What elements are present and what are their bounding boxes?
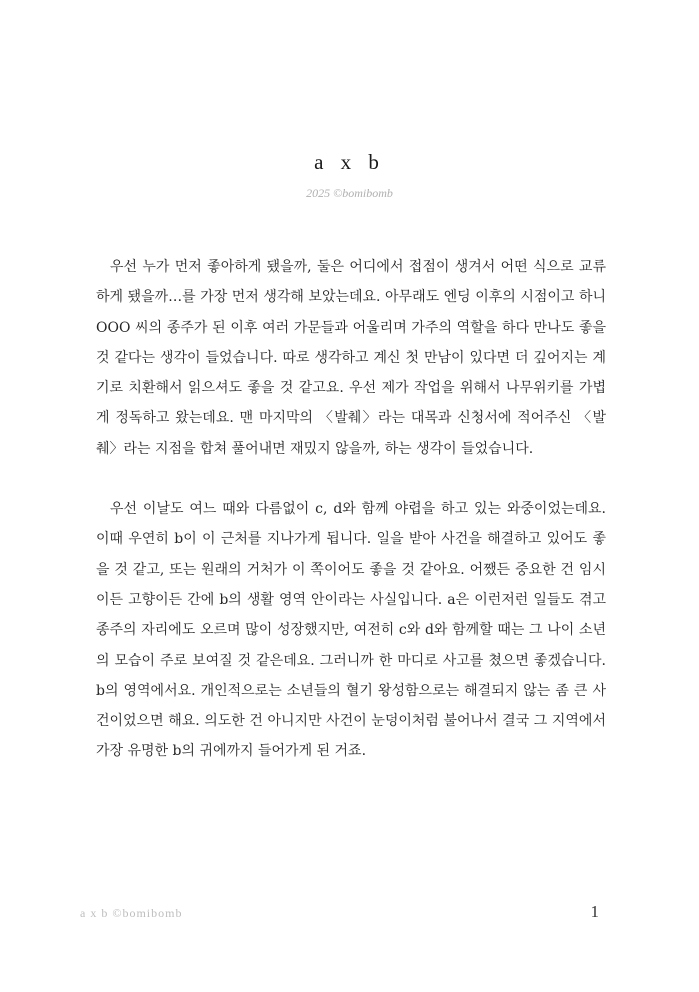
- paragraph-1: 우선 누가 먼저 좋아하게 됐을까, 둘은 어디에서 접점이 생겨서 어떤 식으로 교류하게 됐을까…를 가장 먼저 생각해 보았는데요. 아무래도 엔딩 이후의 시점이고 하니 OOO 씨의 종주가 된 이후 여러 가문들과 어울리며 가주의 역할을 하다 만나도 좋을 것 같다는 생각이 들었습니다. 따로 생각하고 계신 첫 만남이 있다면 더 깊어지는 계기로 치환해서 읽으셔도 좋을 것 같고요. 우선 제가 작업을 위해서 나무위키를 가볍게 정독하고 왔는데요. 맨 마지막의 〈발췌〉라는 대목과 신청서에 적어주신 〈발췌〉라는 지점을 합쳐 풀어내면 재밌지 않을까, 하는 생각이 들었습니다.: [96, 259, 606, 457]
- footer-copyright: a x b ©bomibomb: [80, 906, 183, 920]
- page-subtitle: 2025 ©bomibomb: [306, 186, 393, 200]
- page-title: a x b: [314, 150, 385, 174]
- body-text: [96, 252, 606, 767]
- page-number: 1: [590, 902, 599, 921]
- paragraph-2: 우선 이날도 여느 때와 다름없이 c, d와 함께 야렵을 하고 있는 와중이었는데요. 이때 우연히 b이 이 근처를 지나가게 됩니다. 일을 받아 사건을 해결하고 있어도 좋을 것 같고, 또는 원래의 거처가 이 쪽이어도 좋을 것 같아요. 어쨌든 중요한 건 임시이든 고향이든 간에 b의 생활 영역 안이라는 사실입니다. a은 이런저런 일들도 겪고 종주의 자리에도 오르며 많이 성장했지만, 여전히 c와 d와 함께할 때는 그 나이 소년의 모습이 주로 보여질 것 같은데요. 그러니까 한 마디로 사고를 쳤으면 좋겠습니다. b의 영역에서요. 개인적으로는 소년들의 혈기 왕성함으로는 해결되지 않는 좀 큰 사건이었으면 해요. 의도한 건 아니지만 사건이 눈덩이처럼 불어나서 결국 그 지역에서 가장 유명한 b의 귀에까지 들어가게 된 거죠.: [96, 501, 606, 760]
